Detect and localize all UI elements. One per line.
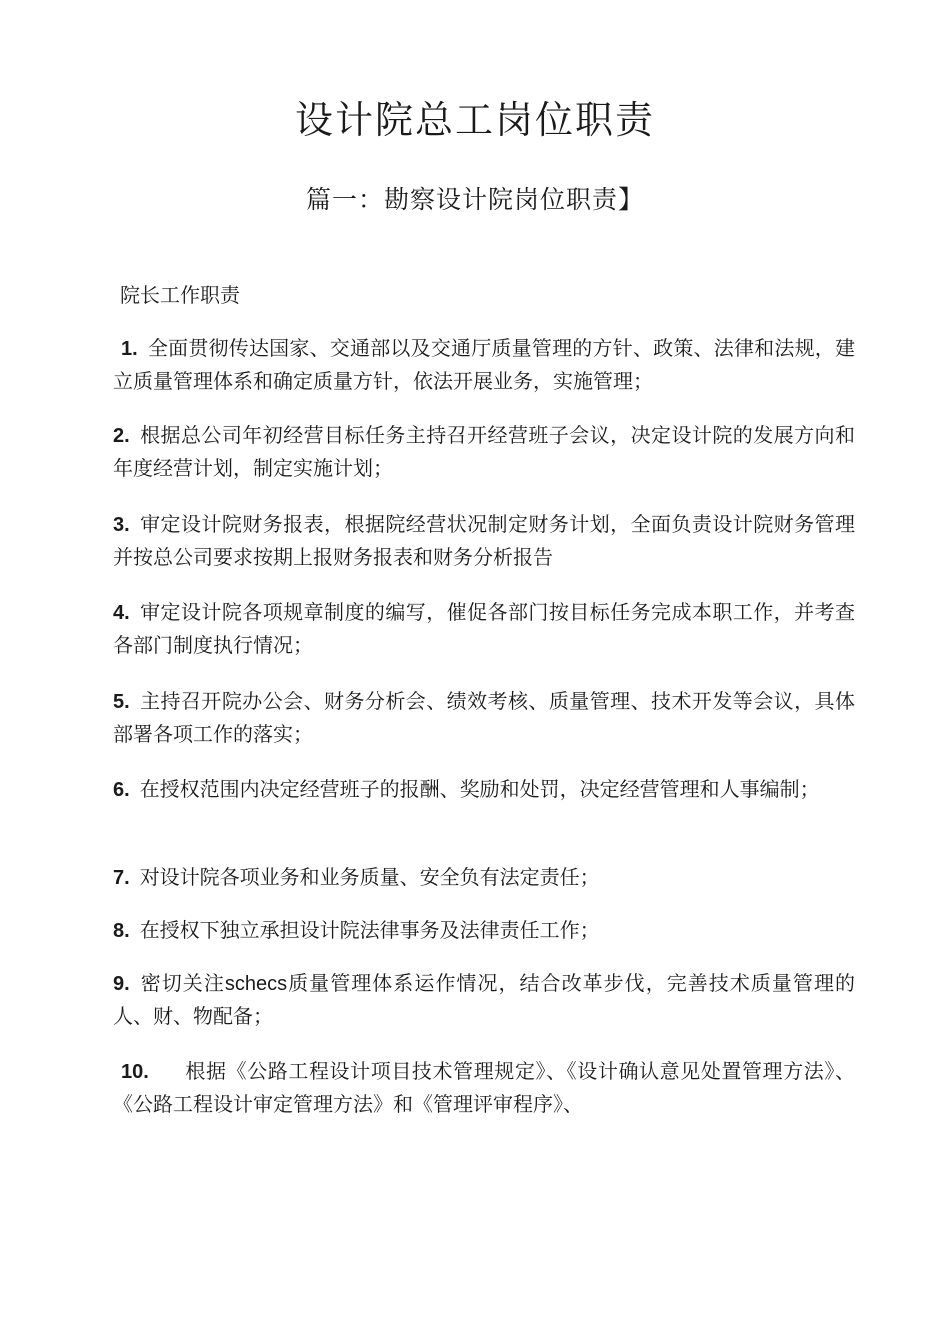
list-item-3 (113, 508, 855, 573)
item-text-latin: schecs (224, 973, 288, 995)
list-item-10 (113, 1055, 855, 1120)
section-heading: 院长工作职责 (120, 283, 240, 307)
item-text: 主持召开院办公会、财务分析会、绩效考核、质量管理、技术开发等会议，具体部署各项工作的落实； (113, 689, 855, 746)
list-item-5 (113, 685, 855, 750)
item-text: 在授权范围内决定经营班子的报酬、奖励和处罚，决定经营管理和人事编制； (139, 777, 820, 801)
item-number: 10. (121, 1061, 149, 1083)
item-number: 6. (113, 779, 130, 801)
item-text: 全面贯彻传达国家、交通部以及交通厅质量管理的方针、政策、法律和法规，建立质量管理体系和确定质量方针，依法开展业务，实施管理； (113, 336, 855, 393)
item-text: 根据总公司年初经营目标任务主持召开经营班子会议，决定设计院的发展方向和年度经营计划，制定实施计划； (113, 423, 855, 480)
document-subtitle: 篇一：勘察设计院岗位职责】 (305, 185, 644, 214)
item-text: 在授权下独立承担设计院法律事务及法律责任工作； (139, 918, 600, 942)
document-title: 设计院总工岗位职责 (294, 98, 655, 142)
item-text-pre: 密切关注 (139, 971, 225, 995)
item-text: 审定设计院财务报表，根据院经营状况制定财务计划，全面负责设计院财务管理并按总公司要求按期上报财务报表和财务分析报告 (113, 512, 855, 569)
item-text-post: 质量管理体系运作情况，结合改革步伐，完善技术质量管理的人、财、物配备； (113, 971, 856, 1028)
item-number: 7. (113, 867, 130, 889)
list-item-2 (113, 419, 855, 484)
list-item-7 (113, 861, 855, 894)
list-item-1 (113, 332, 855, 397)
item-number: 5. (113, 691, 130, 713)
item-number: 2. (113, 425, 130, 447)
item-text: 对设计院各项业务和业务质量、安全负有法定责任； (139, 865, 600, 889)
list-item-4 (113, 596, 855, 661)
item-number: 9. (113, 973, 130, 995)
item-number: 8. (113, 920, 130, 942)
item-number: 3. (113, 514, 130, 536)
list-item-8 (113, 914, 855, 947)
item-number: 1. (121, 338, 138, 360)
item-text: 根据《公路工程设计项目技术管理规定》、《设计确认意见处置管理方法》、《公路工程设计审定管理方法》和《管理评审程序》、 (113, 1059, 855, 1116)
list-item-6 (113, 773, 855, 806)
item-number: 4. (113, 602, 130, 624)
list-item-9 (113, 967, 855, 1032)
item-text: 审定设计院各项规章制度的编写，催促各部门按目标任务完成本职工作，并考查各部门制度执行情况； (113, 600, 855, 657)
